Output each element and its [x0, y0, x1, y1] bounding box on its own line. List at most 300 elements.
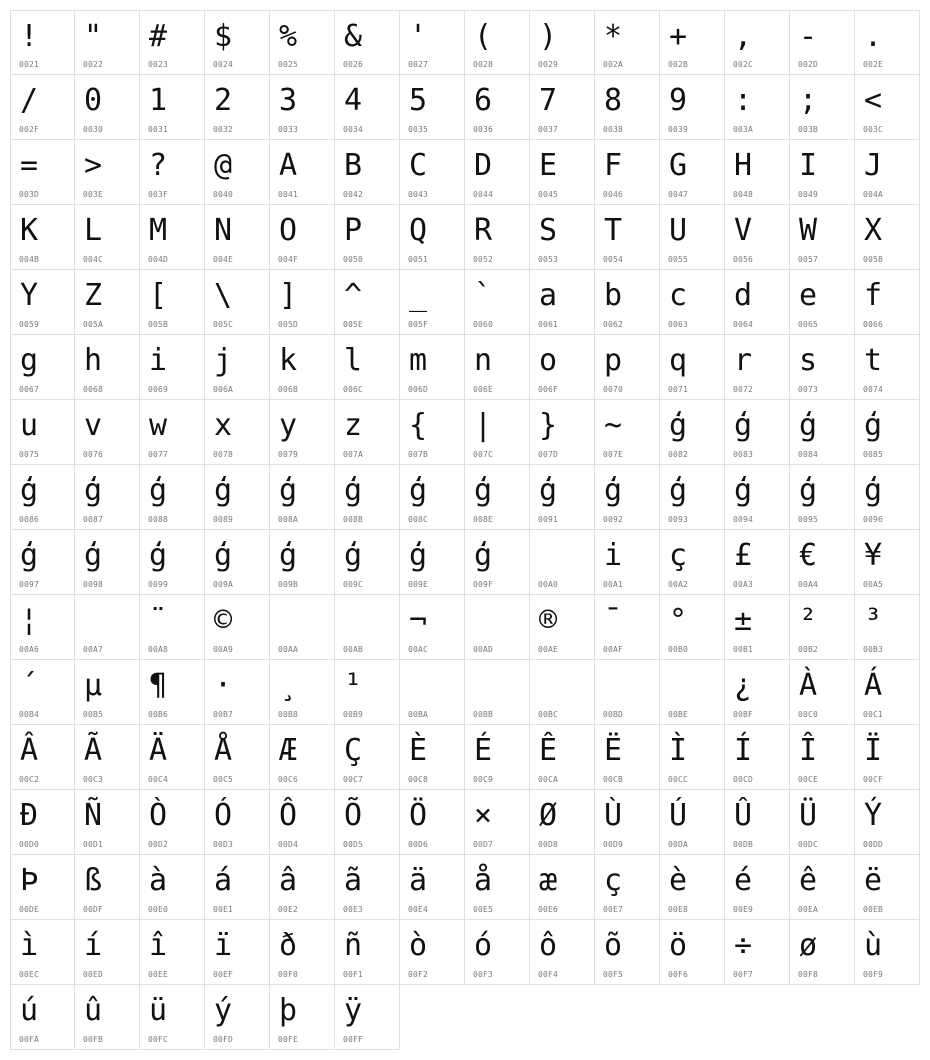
glyph-code-label: 00B4 — [19, 710, 40, 719]
glyph-code-label: 00F0 — [278, 970, 299, 979]
glyph-character — [474, 664, 524, 708]
glyph-code-label: 00ED — [83, 970, 104, 979]
glyph-character: s — [799, 343, 818, 378]
glyph-code-label: 00CB — [603, 775, 624, 784]
glyph-character: ó — [474, 928, 493, 963]
glyph-cell — [270, 595, 335, 660]
glyph-character: 3 — [279, 83, 298, 118]
glyph-cell — [75, 140, 140, 205]
glyph-cell — [400, 465, 465, 530]
glyph-cell — [660, 725, 725, 790]
glyph-character: q — [669, 343, 688, 378]
glyph-character: X — [864, 213, 883, 248]
glyph-cell — [595, 270, 660, 335]
glyph-cell — [660, 660, 725, 725]
glyph-character: : — [734, 83, 753, 118]
glyph-code-label: 005D — [278, 320, 299, 329]
glyph-character: ß — [84, 863, 103, 898]
glyph-cell — [660, 205, 725, 270]
glyph-code-label: 00DC — [798, 840, 819, 849]
glyph-character: É — [474, 733, 493, 768]
glyph-code-label: 0040 — [213, 190, 234, 199]
glyph-cell — [140, 465, 205, 530]
glyph-code-label: 0058 — [863, 255, 884, 264]
glyph-cell — [400, 140, 465, 205]
glyph-code-label: 0036 — [473, 125, 494, 134]
glyph-code-label: 00BA — [408, 710, 429, 719]
glyph-character: w — [149, 408, 168, 443]
glyph-code-label: 006C — [343, 385, 364, 394]
glyph-code-label: 007B — [408, 450, 429, 459]
glyph-cell — [400, 10, 465, 75]
glyph-cell — [205, 205, 270, 270]
glyph-cell — [140, 400, 205, 465]
glyph-character: ² — [799, 603, 818, 638]
glyph-code-label: 00C5 — [213, 775, 234, 784]
glyph-code-label: 0085 — [863, 450, 884, 459]
glyph-cell — [335, 75, 400, 140]
glyph-character — [539, 534, 589, 578]
glyph-code-label: 00B6 — [148, 710, 169, 719]
glyph-character: ù — [864, 928, 883, 963]
glyph-code-label: 003E — [83, 190, 104, 199]
glyph-cell — [205, 725, 270, 790]
glyph-cell — [790, 400, 855, 465]
glyph-cell — [725, 205, 790, 270]
glyph-character: Ð — [20, 798, 39, 833]
glyph-character: Ô — [279, 798, 298, 833]
glyph-code-label: 009C — [343, 580, 364, 589]
glyph-code-label: 0038 — [603, 125, 624, 134]
glyph-code-label: 00E4 — [408, 905, 429, 914]
glyph-code-label: 00A2 — [668, 580, 689, 589]
glyph-cell — [725, 140, 790, 205]
glyph-cell — [790, 855, 855, 920]
glyph-character: ! — [20, 19, 39, 54]
glyph-character: r — [734, 343, 753, 378]
glyph-character: ¸ — [279, 668, 298, 703]
glyph-cell — [660, 140, 725, 205]
glyph-code-label: 00F7 — [733, 970, 754, 979]
glyph-cell — [595, 595, 660, 660]
glyph-cell — [530, 920, 595, 985]
glyph-code-label: 007D — [538, 450, 559, 459]
glyph-character: ø — [799, 928, 818, 963]
glyph-cell — [855, 270, 920, 335]
glyph-code-label: 003B — [798, 125, 819, 134]
glyph-cell — [205, 530, 270, 595]
glyph-character: Ê — [539, 733, 558, 768]
glyph-code-label: 004B — [19, 255, 40, 264]
glyph-character: M — [149, 213, 168, 248]
glyph-code-label: 00D4 — [278, 840, 299, 849]
glyph-code-label: 006A — [213, 385, 234, 394]
glyph-character: ä — [409, 863, 428, 898]
glyph-cell — [10, 75, 75, 140]
glyph-character: à — [149, 863, 168, 898]
glyph-character: 9 — [669, 83, 688, 118]
glyph-character: S — [539, 213, 558, 248]
glyph-code-label: 00E1 — [213, 905, 234, 914]
glyph-cell — [205, 790, 270, 855]
glyph-cell — [140, 855, 205, 920]
glyph-code-label: 00D8 — [538, 840, 559, 849]
glyph-code-label: 0041 — [278, 190, 299, 199]
glyph-code-label: 004E — [213, 255, 234, 264]
glyph-character: n — [474, 343, 493, 378]
glyph-character: ģ — [84, 538, 103, 573]
glyph-cell — [465, 10, 530, 75]
glyph-cell — [270, 660, 335, 725]
glyph-cell — [10, 855, 75, 920]
glyph-code-label: 0070 — [603, 385, 624, 394]
glyph-character: p — [604, 343, 623, 378]
glyph-character: ´ — [20, 668, 39, 703]
glyph-code-label: 0068 — [83, 385, 104, 394]
glyph-character: ) — [539, 19, 558, 54]
glyph-code-label: 00C9 — [473, 775, 494, 784]
glyph-character: % — [279, 19, 298, 54]
glyph-character: x — [214, 408, 233, 443]
glyph-cell — [270, 10, 335, 75]
glyph-character: € — [799, 538, 818, 573]
glyph-cell — [75, 855, 140, 920]
glyph-code-label: 006F — [538, 385, 559, 394]
glyph-character: ® — [539, 603, 558, 638]
glyph-character: _ — [409, 278, 428, 313]
glyph-cell — [75, 790, 140, 855]
glyph-code-label: 00CC — [668, 775, 689, 784]
glyph-cell — [270, 855, 335, 920]
glyph-character: t — [864, 343, 883, 378]
glyph-code-label: 0064 — [733, 320, 754, 329]
glyph-code-label: 00B7 — [213, 710, 234, 719]
glyph-cell — [660, 790, 725, 855]
glyph-cell — [465, 595, 530, 660]
glyph-character: ÷ — [734, 928, 753, 963]
glyph-character: ^ — [344, 278, 363, 313]
glyph-code-label: 0039 — [668, 125, 689, 134]
glyph-cell — [855, 465, 920, 530]
glyph-cell — [790, 140, 855, 205]
glyph-character: ģ — [149, 473, 168, 508]
glyph-character: D — [474, 148, 493, 183]
glyph-cell — [855, 205, 920, 270]
glyph-character: ģ — [669, 408, 688, 443]
glyph-code-label: 00C6 — [278, 775, 299, 784]
glyph-character: À — [799, 668, 818, 703]
glyph-character: ģ — [864, 408, 883, 443]
glyph-code-label: 00EA — [798, 905, 819, 914]
glyph-character: ° — [669, 603, 688, 638]
glyph-code-label: 00E9 — [733, 905, 754, 914]
glyph-code-label: 0083 — [733, 450, 754, 459]
glyph-character: ģ — [214, 538, 233, 573]
glyph-character — [539, 664, 589, 708]
glyph-code-label: 0060 — [473, 320, 494, 329]
glyph-code-label: 008E — [473, 515, 494, 524]
glyph-code-label: 0099 — [148, 580, 169, 589]
glyph-code-label: 00A8 — [148, 645, 169, 654]
glyph-character: Ì — [669, 733, 688, 768]
glyph-character: b — [604, 278, 623, 313]
glyph-code-label: 00FD — [213, 1035, 234, 1044]
glyph-code-label: 0054 — [603, 255, 624, 264]
glyph-cell — [335, 985, 400, 1050]
glyph-character: ö — [669, 928, 688, 963]
glyph-cell — [140, 660, 205, 725]
glyph-cell — [595, 10, 660, 75]
glyph-character: ô — [539, 928, 558, 963]
glyph-cell — [205, 400, 270, 465]
glyph-character: µ — [84, 668, 103, 703]
glyph-code-label: 00BB — [473, 710, 494, 719]
glyph-code-label: 0086 — [19, 515, 40, 524]
glyph-code-label: 0042 — [343, 190, 364, 199]
glyph-cell — [400, 205, 465, 270]
glyph-code-label: 0065 — [798, 320, 819, 329]
glyph-code-label: 0079 — [278, 450, 299, 459]
glyph-code-label: 00FE — [278, 1035, 299, 1044]
glyph-character: ģ — [279, 473, 298, 508]
glyph-code-label: 008B — [343, 515, 364, 524]
glyph-cell — [335, 790, 400, 855]
glyph-cell — [595, 205, 660, 270]
glyph-character: v — [84, 408, 103, 443]
glyph-character: ¹ — [344, 668, 363, 703]
glyph-character: 2 — [214, 83, 233, 118]
glyph-character: Ä — [149, 733, 168, 768]
glyph-code-label: 00E8 — [668, 905, 689, 914]
glyph-code-label: 0029 — [538, 60, 559, 69]
glyph-code-label: 005F — [408, 320, 429, 329]
glyph-character: ¶ — [149, 668, 168, 703]
glyph-cell — [465, 335, 530, 400]
glyph-code-label: 002E — [863, 60, 884, 69]
glyph-character: h — [84, 343, 103, 378]
glyph-cell — [270, 530, 335, 595]
glyph-cell — [140, 530, 205, 595]
glyph-code-label: 0088 — [148, 515, 169, 524]
glyph-character — [84, 599, 134, 643]
glyph-code-label: 00B3 — [863, 645, 884, 654]
glyph-code-label: 0077 — [148, 450, 169, 459]
glyph-cell — [205, 660, 270, 725]
glyph-character: F — [604, 148, 623, 183]
glyph-code-label: 00EF — [213, 970, 234, 979]
glyph-code-label: 00C7 — [343, 775, 364, 784]
glyph-cell — [10, 985, 75, 1050]
glyph-cell — [205, 855, 270, 920]
glyph-character: ģ — [409, 538, 428, 573]
glyph-cell — [75, 920, 140, 985]
glyph-character: ģ — [474, 473, 493, 508]
glyph-cell — [855, 725, 920, 790]
glyph-code-label: 00F4 — [538, 970, 559, 979]
glyph-code-label: 0091 — [538, 515, 559, 524]
glyph-cell — [660, 335, 725, 400]
glyph-cell — [595, 465, 660, 530]
glyph-cell — [530, 790, 595, 855]
glyph-cell — [530, 855, 595, 920]
glyph-character: i — [149, 343, 168, 378]
glyph-code-label: 00AD — [473, 645, 494, 654]
glyph-cell — [335, 10, 400, 75]
glyph-character: Á — [864, 668, 883, 703]
glyph-cell — [790, 660, 855, 725]
glyph-cell — [270, 335, 335, 400]
glyph-code-label: 00F2 — [408, 970, 429, 979]
glyph-code-label: 008C — [408, 515, 429, 524]
glyph-cell — [530, 530, 595, 595]
glyph-cell — [400, 595, 465, 660]
glyph-cell — [725, 400, 790, 465]
glyph-code-label: 00FB — [83, 1035, 104, 1044]
glyph-character: O — [279, 213, 298, 248]
glyph-character: Ù — [604, 798, 623, 833]
glyph-cell — [335, 400, 400, 465]
glyph-cell — [465, 400, 530, 465]
glyph-cell — [660, 855, 725, 920]
glyph-cell — [855, 790, 920, 855]
glyph-character: / — [20, 83, 39, 118]
glyph-cell — [465, 530, 530, 595]
glyph-code-label: 0057 — [798, 255, 819, 264]
glyph-cell — [530, 10, 595, 75]
glyph-code-label: 0044 — [473, 190, 494, 199]
glyph-code-label: 0035 — [408, 125, 429, 134]
glyph-code-label: 0095 — [798, 515, 819, 524]
glyph-character: ¦ — [20, 603, 39, 638]
glyph-character: l — [344, 343, 363, 378]
glyph-character: õ — [604, 928, 623, 963]
glyph-code-label: 007E — [603, 450, 624, 459]
glyph-character: P — [344, 213, 363, 248]
glyph-character: ģ — [604, 473, 623, 508]
glyph-cell — [10, 465, 75, 530]
glyph-cell — [335, 920, 400, 985]
glyph-code-label: 0028 — [473, 60, 494, 69]
glyph-code-label: 00E0 — [148, 905, 169, 914]
glyph-cell — [335, 855, 400, 920]
glyph-cell — [270, 985, 335, 1050]
glyph-code-label: 00C4 — [148, 775, 169, 784]
glyph-character: + — [669, 19, 688, 54]
glyph-code-label: 0097 — [19, 580, 40, 589]
glyph-code-label: 004F — [278, 255, 299, 264]
glyph-code-label: 005C — [213, 320, 234, 329]
glyph-character: 5 — [409, 83, 428, 118]
glyph-code-label: 00FA — [19, 1035, 40, 1044]
glyph-cell — [10, 400, 75, 465]
glyph-cell — [335, 205, 400, 270]
glyph-code-label: 009E — [408, 580, 429, 589]
glyph-character: * — [604, 19, 623, 54]
glyph-character: ± — [734, 603, 753, 638]
glyph-code-label: 00B5 — [83, 710, 104, 719]
glyph-code-label: 00F1 — [343, 970, 364, 979]
glyph-cell — [75, 75, 140, 140]
glyph-code-label: 00D5 — [343, 840, 364, 849]
glyph-cell — [75, 465, 140, 530]
glyph-character: , — [734, 19, 753, 54]
glyph-character: a — [539, 278, 558, 313]
glyph-cell — [10, 725, 75, 790]
glyph-character: i — [604, 538, 623, 573]
glyph-cell — [400, 400, 465, 465]
glyph-character: Í — [734, 733, 753, 768]
glyph-character: ģ — [279, 538, 298, 573]
glyph-cell — [790, 790, 855, 855]
glyph-character: Ö — [409, 798, 428, 833]
glyph-character: m — [409, 343, 428, 378]
glyph-cell — [530, 270, 595, 335]
glyph-character: ģ — [409, 473, 428, 508]
glyph-cell — [140, 10, 205, 75]
glyph-character: ģ — [799, 408, 818, 443]
glyph-code-label: 0093 — [668, 515, 689, 524]
glyph-code-label: 00B0 — [668, 645, 689, 654]
glyph-cell — [660, 400, 725, 465]
glyph-cell — [140, 205, 205, 270]
glyph-cell — [530, 335, 595, 400]
glyph-cell — [790, 10, 855, 75]
glyph-character: Ï — [864, 733, 883, 768]
glyph-cell — [790, 335, 855, 400]
glyph-cell — [595, 140, 660, 205]
glyph-cell — [725, 465, 790, 530]
glyph-cell — [725, 270, 790, 335]
glyph-character: > — [84, 148, 103, 183]
glyph-cell — [530, 465, 595, 530]
glyph-code-label: 00DE — [19, 905, 40, 914]
glyph-code-label: 0033 — [278, 125, 299, 134]
glyph-code-label: 006D — [408, 385, 429, 394]
glyph-cell — [855, 10, 920, 75]
glyph-cell — [725, 855, 790, 920]
glyph-character: · — [214, 668, 233, 703]
glyph-code-label: 00A1 — [603, 580, 624, 589]
glyph-character: ( — [474, 19, 493, 54]
glyph-character: 0 — [84, 83, 103, 118]
glyph-code-label: 00FC — [148, 1035, 169, 1044]
glyph-character: Â — [20, 733, 39, 768]
glyph-cell — [530, 75, 595, 140]
glyph-code-label: 0056 — [733, 255, 754, 264]
glyph-character: ? — [149, 148, 168, 183]
glyph-cell — [400, 660, 465, 725]
glyph-cell — [10, 10, 75, 75]
glyph-code-label: 00AC — [408, 645, 429, 654]
glyph-character: ' — [409, 19, 428, 54]
glyph-code-label: 00CA — [538, 775, 559, 784]
glyph-character: T — [604, 213, 623, 248]
glyph-cell — [75, 205, 140, 270]
glyph-code-label: 0027 — [408, 60, 429, 69]
glyph-code-label: 0032 — [213, 125, 234, 134]
glyph-cell — [595, 920, 660, 985]
glyph-cell — [855, 660, 920, 725]
glyph-character: ~ — [604, 408, 623, 443]
glyph-cell — [270, 75, 335, 140]
glyph-character: ¯ — [604, 603, 623, 638]
glyph-cell — [660, 920, 725, 985]
glyph-code-label: 00D7 — [473, 840, 494, 849]
glyph-character: ¨ — [149, 603, 168, 638]
glyph-cell — [725, 10, 790, 75]
glyph-cell — [335, 725, 400, 790]
glyph-character: ģ — [474, 538, 493, 573]
